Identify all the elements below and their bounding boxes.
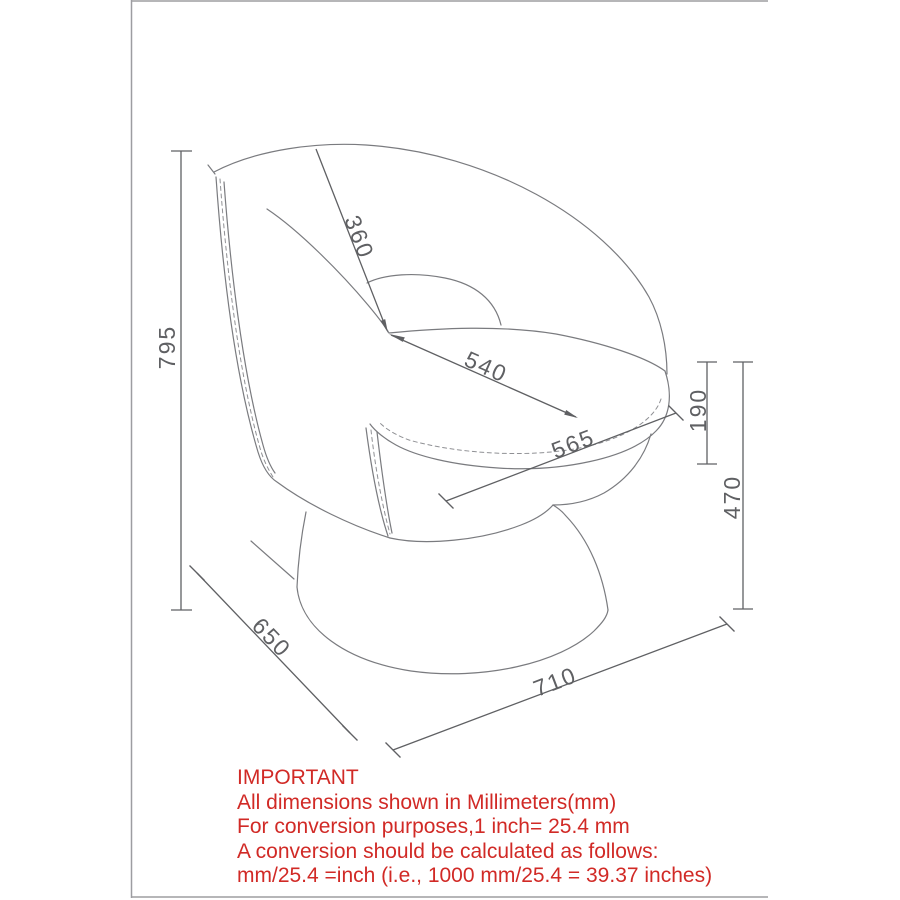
dim-565-tick-left [439, 494, 454, 509]
chair-seat-top-edge [389, 328, 665, 371]
chair-inner-cushion-top [367, 275, 501, 325]
notes-line-4: mm/25.4 =inch (i.e., 1000 mm/25.4 = 39.37 inches) [237, 864, 713, 887]
dim-710-tick-right [720, 617, 735, 632]
chair-backrest-corner-tip [208, 165, 215, 174]
chair-base-right-edge [553, 505, 608, 610]
dim-565-tick-right [669, 406, 684, 421]
dim-360-arrowhead [381, 319, 388, 333]
notes-heading: IMPORTANT [237, 766, 359, 789]
dim-seat-width [439, 406, 684, 509]
dim-cushion-thickness [685, 362, 717, 464]
notes-line-1: All dimensions shown in Millimeters(mm) [237, 790, 617, 814]
dim-seat-depth [389, 334, 578, 418]
dim-650-tick-top [190, 566, 205, 581]
chair-base-witness-line [251, 541, 294, 579]
important-notes [237, 766, 757, 889]
dim-inner-back-height [316, 149, 388, 333]
dim-190-label: 190 [685, 387, 711, 433]
dim-360-label: 360 [339, 211, 380, 263]
chair-base-left-edge [297, 512, 306, 587]
chair-seat-stitch-line [380, 399, 661, 454]
dim-540-label: 540 [460, 345, 512, 388]
dim-470-label: 470 [719, 474, 745, 520]
dim-540-arrowhead-end [564, 410, 578, 418]
page-frame [131, 0, 768, 898]
dim-650-label: 650 [246, 612, 297, 663]
dim-795-label: 795 [154, 324, 180, 370]
chair-front-seam-inner [377, 432, 392, 533]
dim-710-tick-left [386, 743, 401, 758]
chair-front-seam-stitch [371, 430, 390, 534]
chair-lineart [208, 144, 669, 673]
chair-base-top-edge [390, 505, 553, 542]
dim-base-depth [190, 566, 358, 741]
dim-710-label: 710 [529, 661, 581, 702]
chair-front-seam-outer [366, 428, 388, 536]
chair-seat-cushion-rim [370, 371, 669, 469]
dim-overall-height [154, 151, 192, 610]
chair-outer-shell [214, 144, 667, 374]
dim-seat-height [719, 362, 753, 609]
dim-base-width [386, 617, 735, 758]
chair-base-bottom-ellipse [297, 587, 608, 674]
notes-line-3: A conversion should be calculated as follows: [237, 839, 659, 863]
notes-line-2: For conversion purposes,1 inch= 25.4 mm [237, 815, 630, 838]
dim-650-tick-bottom [343, 726, 358, 741]
dim-565-label: 565 [547, 423, 599, 464]
dimension-annotations [154, 149, 753, 758]
dim-540-arrowhead-start [389, 334, 405, 342]
